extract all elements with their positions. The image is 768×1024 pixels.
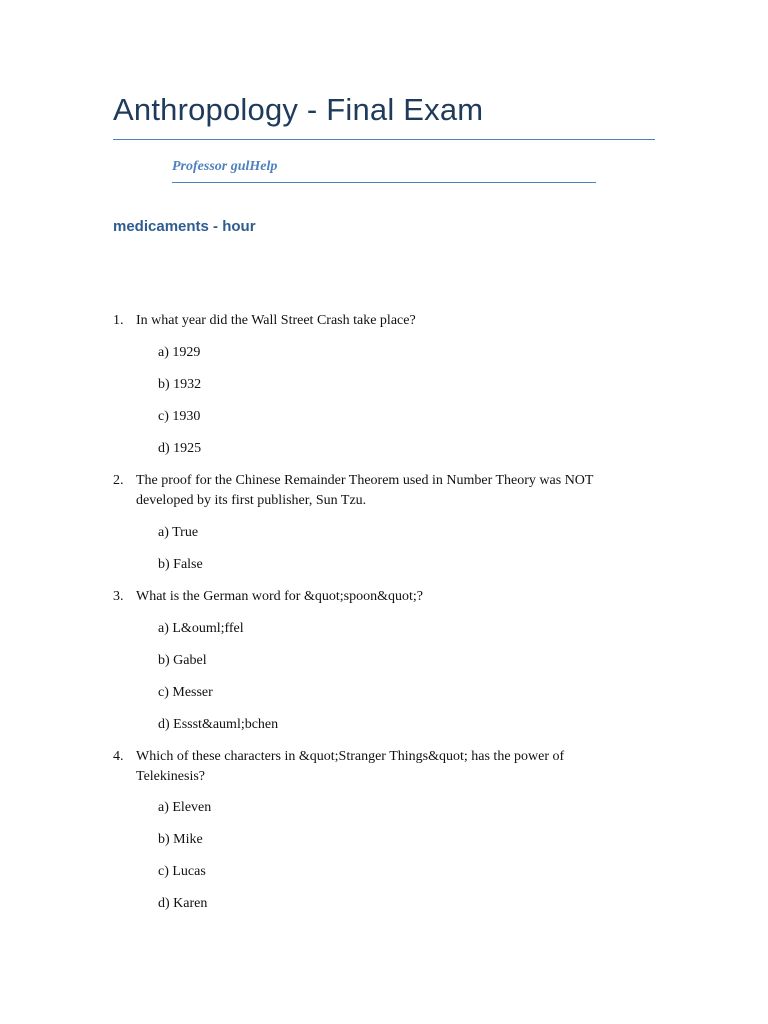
question-text: The proof for the Chinese Remainder Theorem used in Number Theory was NOT developed by its first publisher, Sun Tzu.: [136, 473, 594, 508]
title-divider: [113, 139, 655, 140]
question-1-option-b: b) 1932: [158, 377, 202, 392]
question-text: What is the German word for &quot;spoon&quot;?: [136, 589, 423, 604]
question-number: 3.: [113, 589, 124, 604]
question-3-option-b: b) Gabel: [158, 653, 207, 668]
question-3-option-c: c) Messer: [158, 685, 213, 700]
question-1-option-a: a) 1929: [158, 345, 201, 360]
question-3-option-d: d) Essst&auml;bchen: [158, 717, 279, 732]
author-divider: [172, 182, 596, 183]
question-3-option-a: a) L&ouml;ffel: [158, 621, 244, 636]
question-4-option-a: a) Eleven: [158, 800, 212, 815]
question-number: 2.: [113, 473, 124, 488]
question-2-option-b: b) False: [158, 557, 203, 572]
question-text: In what year did the Wall Street Crash take place?: [136, 313, 416, 328]
question-4-option-d: d) Karen: [158, 896, 208, 911]
question-4-option-c: c) Lucas: [158, 864, 206, 879]
question-number: 1.: [113, 313, 124, 328]
question-1-option-c: c) 1930: [158, 409, 201, 424]
question-text: Which of these characters in &quot;Stranger Things&quot; has the power of Telekinesis?: [136, 749, 565, 784]
question-2-option-a: a) True: [158, 525, 199, 540]
question-1-option-d: d) 1925: [158, 441, 202, 456]
document-title: Anthropology - Final Exam: [113, 92, 484, 127]
question-number: 4.: [113, 749, 124, 764]
author-line: Professor gulHelp: [172, 159, 278, 174]
exam-subtitle: medicaments - hour: [113, 218, 256, 235]
question-4-option-b: b) Mike: [158, 832, 203, 847]
